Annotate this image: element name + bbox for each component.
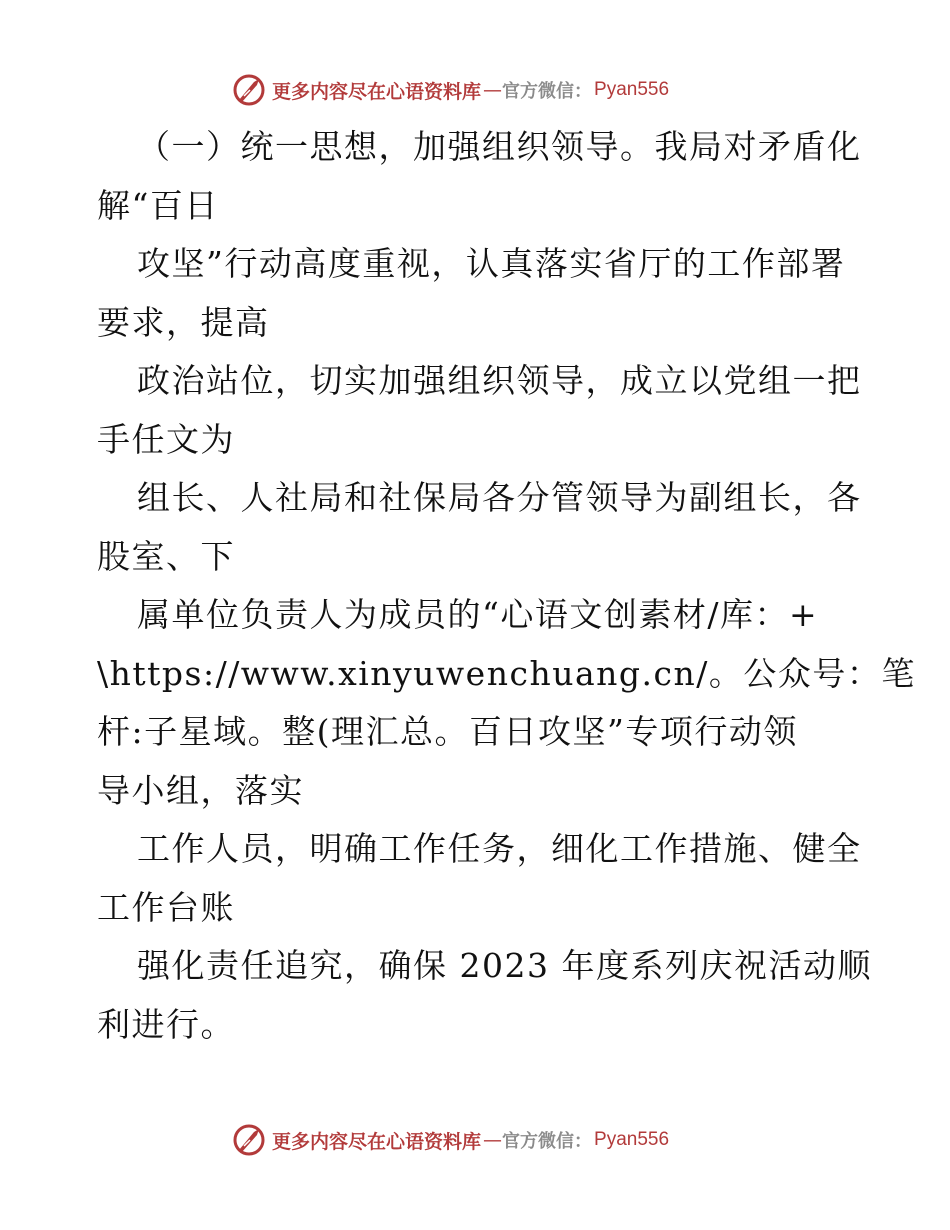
body-line: 杆:子星域。整(理汇总。百日攻坚”专项行动领 bbox=[97, 712, 798, 751]
body-line: 政治站位，切实加强组织领导，成立以党组一把 bbox=[137, 361, 862, 400]
header-banner bbox=[232, 72, 669, 108]
body-line: 属单位负责人为成员的“心语文创素材/库：+ bbox=[137, 595, 819, 634]
banner-wechat-id: Pyan556 bbox=[594, 79, 670, 100]
body-line: 解“百日 bbox=[97, 185, 219, 225]
banner-wechat-label: 官方微信： bbox=[502, 81, 593, 102]
body-line: 工作人员，明确工作任务，细化工作措施、健全 bbox=[137, 829, 862, 868]
banner-separator: — bbox=[483, 79, 503, 101]
body-line: 手任文为 bbox=[97, 419, 235, 459]
body-line: \https://www.xinyuwenchuang.cn/。公众号：笔 bbox=[97, 653, 916, 693]
body-line: 强化责任追究，确保 2023 年度系列庆祝活动顺 bbox=[137, 946, 872, 985]
body-line: （一）统一思想，加强组织领导。我局对矛盾化 bbox=[137, 127, 862, 166]
body-line: 攻坚”行动高度重视，认真落实省厅的工作部署 bbox=[137, 244, 846, 283]
body-line: 利进行。 bbox=[97, 1004, 235, 1044]
banner-wechat-id: Pyan556 bbox=[594, 1129, 670, 1150]
document-body bbox=[97, 118, 916, 1054]
banner-text: 更多内容尽在心语资料库 bbox=[272, 80, 482, 103]
body-line: 股室、下 bbox=[97, 536, 235, 576]
body-line: 工作台账 bbox=[97, 887, 235, 927]
banner-text: 更多内容尽在心语资料库 bbox=[272, 1130, 482, 1153]
body-line: 组长、人社局和社保局各分管领导为副组长，各 bbox=[137, 478, 862, 517]
banner-separator: — bbox=[483, 1129, 503, 1151]
body-line: 导小组，落实 bbox=[97, 770, 304, 810]
quill-pen-logo-icon bbox=[232, 73, 266, 107]
footer-banner bbox=[232, 1122, 669, 1158]
quill-pen-logo-icon bbox=[232, 1123, 266, 1157]
body-line: 要求，提高 bbox=[97, 302, 270, 342]
banner-wechat-label: 官方微信： bbox=[502, 1131, 593, 1152]
